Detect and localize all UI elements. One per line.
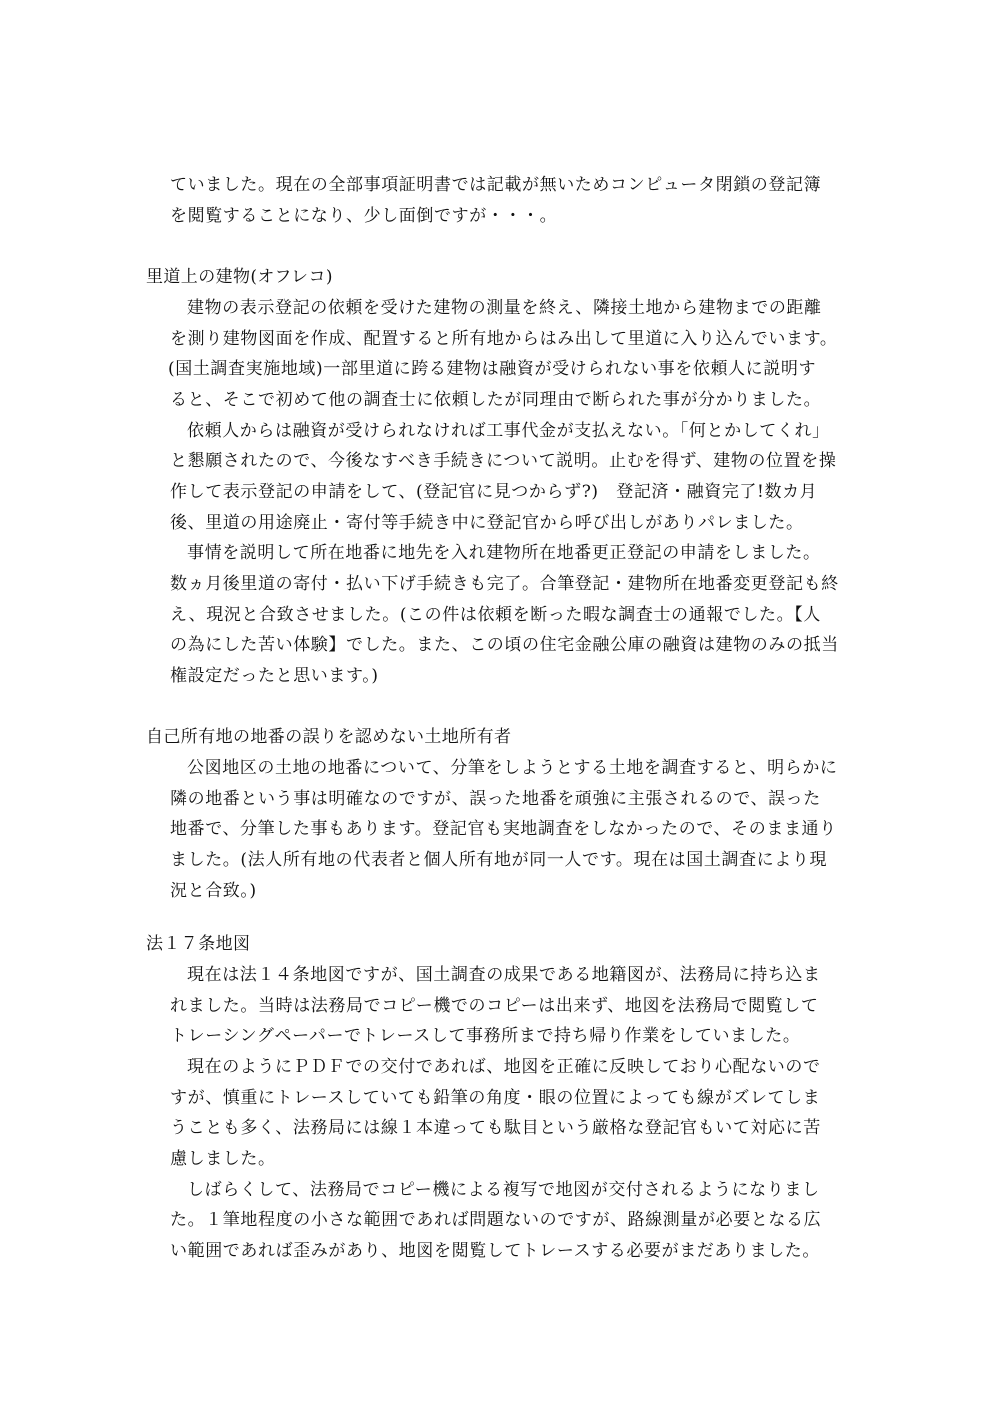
paragraph-line: すが、慎重にトレースしていても鉛筆の角度・眼の位置によっても線がズレてしま	[170, 1088, 821, 1108]
paragraph-line: を測り建物図面を作成、配置すると所有地からはみ出して里道に入り込んでいます。	[170, 329, 838, 349]
paragraph-line: 公図地区の土地の地番について、分筆をしようとする土地を調査すると、明らかに	[187, 758, 838, 778]
paragraph-line: 現在は法１４条地図ですが、国土調査の成果である地籍図が、法務局に持ち込ま	[187, 965, 821, 985]
section-heading: 法１７条地図	[146, 934, 251, 954]
section-heading: 里道上の建物(オフレコ)	[146, 267, 333, 287]
section-heading: 自己所有地の地番の誤りを認めない土地所有者	[146, 727, 512, 747]
paragraph-line: 事情を説明して所在地番に地先を入れ建物所在地番更正登記の申請をしました。	[187, 543, 821, 563]
paragraph-line: 現在のようにＰＤＦでの交付であれば、地図を正確に反映しており心配ないので	[187, 1057, 821, 1077]
paragraph-line: れました。当時は法務局でコピー機でのコピーは出来ず、地図を法務局で閲覧して	[170, 996, 819, 1016]
paragraph-line: 建物の表示登記の依頼を受けた建物の測量を終え、隣接土地から建物までの距離	[187, 298, 822, 318]
paragraph-line: 隣の地番という事は明確なのですが、誤った地番を頑強に主張されるので、誤った	[170, 789, 821, 809]
paragraph-line: 慮しました。	[170, 1149, 276, 1169]
paragraph-line: うことも多く、法務局には線１本違っても駄目という厳格な登記官もいて対応に苦	[170, 1118, 821, 1138]
paragraph-line: た。１筆地程度の小さな範囲であれば問題ないのですが、路線測量が必要となる広	[170, 1210, 822, 1230]
paragraph-line: 地番で、分筆した事もあります。登記官も実地調査をしなかったので、そのまま通り	[170, 819, 837, 839]
paragraph-line: 依頼人からは融資が受けられなければ工事代金が支払えない。「何とかしてくれ」	[187, 421, 830, 441]
paragraph-line: を閲覧することになり、少し面倒ですが・・・。	[170, 206, 558, 226]
paragraph-line: (国土調査実施地域)一部里道に跨る建物は融資が受けられない事を依頼人に説明す	[168, 359, 817, 379]
paragraph-line: 数ヵ月後里道の寄付・払い下げ手続きも完了。合筆登記・建物所在地番変更登記も終	[170, 574, 839, 594]
paragraph-line: え、現況と合致させました。(この件は依頼を断った暇な調査士の通報でした。【人	[170, 605, 821, 625]
paragraph-line: しばらくして、法務局でコピー機による複写で地図が交付されるようになりまし	[187, 1180, 820, 1200]
paragraph-line: ていました。現在の全部事項証明書では記載が無いためコンピュータ閉鎖の登記簿	[170, 175, 822, 195]
paragraph-line: 況と合致。)	[170, 881, 257, 901]
paragraph-line: の為にした苦い体験】でした。また、この頃の住宅金融公庫の融資は建物のみの抵当	[170, 635, 839, 655]
paragraph-line: 権設定だったと思います。)	[170, 666, 379, 686]
paragraph-line: 作して表示登記の申請をして、(登記官に見つからず?) 登記済・融資完了!数カ月	[170, 482, 818, 502]
paragraph-line: ると、そこで初めて他の調査士に依頼したが同理由で断られた事が分かりました。	[170, 390, 822, 410]
paragraph-line: と懇願されたので、今後なすべき手続きについて説明。止むを得ず、建物の位置を操	[170, 451, 837, 471]
paragraph-line: トレーシングペーパーでトレースして事務所まで持ち帰り作業をしていました。	[170, 1026, 801, 1046]
paragraph-line: い範囲であれば歪みがあり、地図を閲覧してトレースする必要がまだありました。	[170, 1241, 821, 1261]
paragraph-line: 後、里道の用途廃止・寄付等手続き中に登記官から呼び出しがありパレました。	[170, 513, 804, 533]
paragraph-line: ました。(法人所有地の代表者と個人所有地が同一人です。現在は国土調査により現	[170, 850, 828, 870]
